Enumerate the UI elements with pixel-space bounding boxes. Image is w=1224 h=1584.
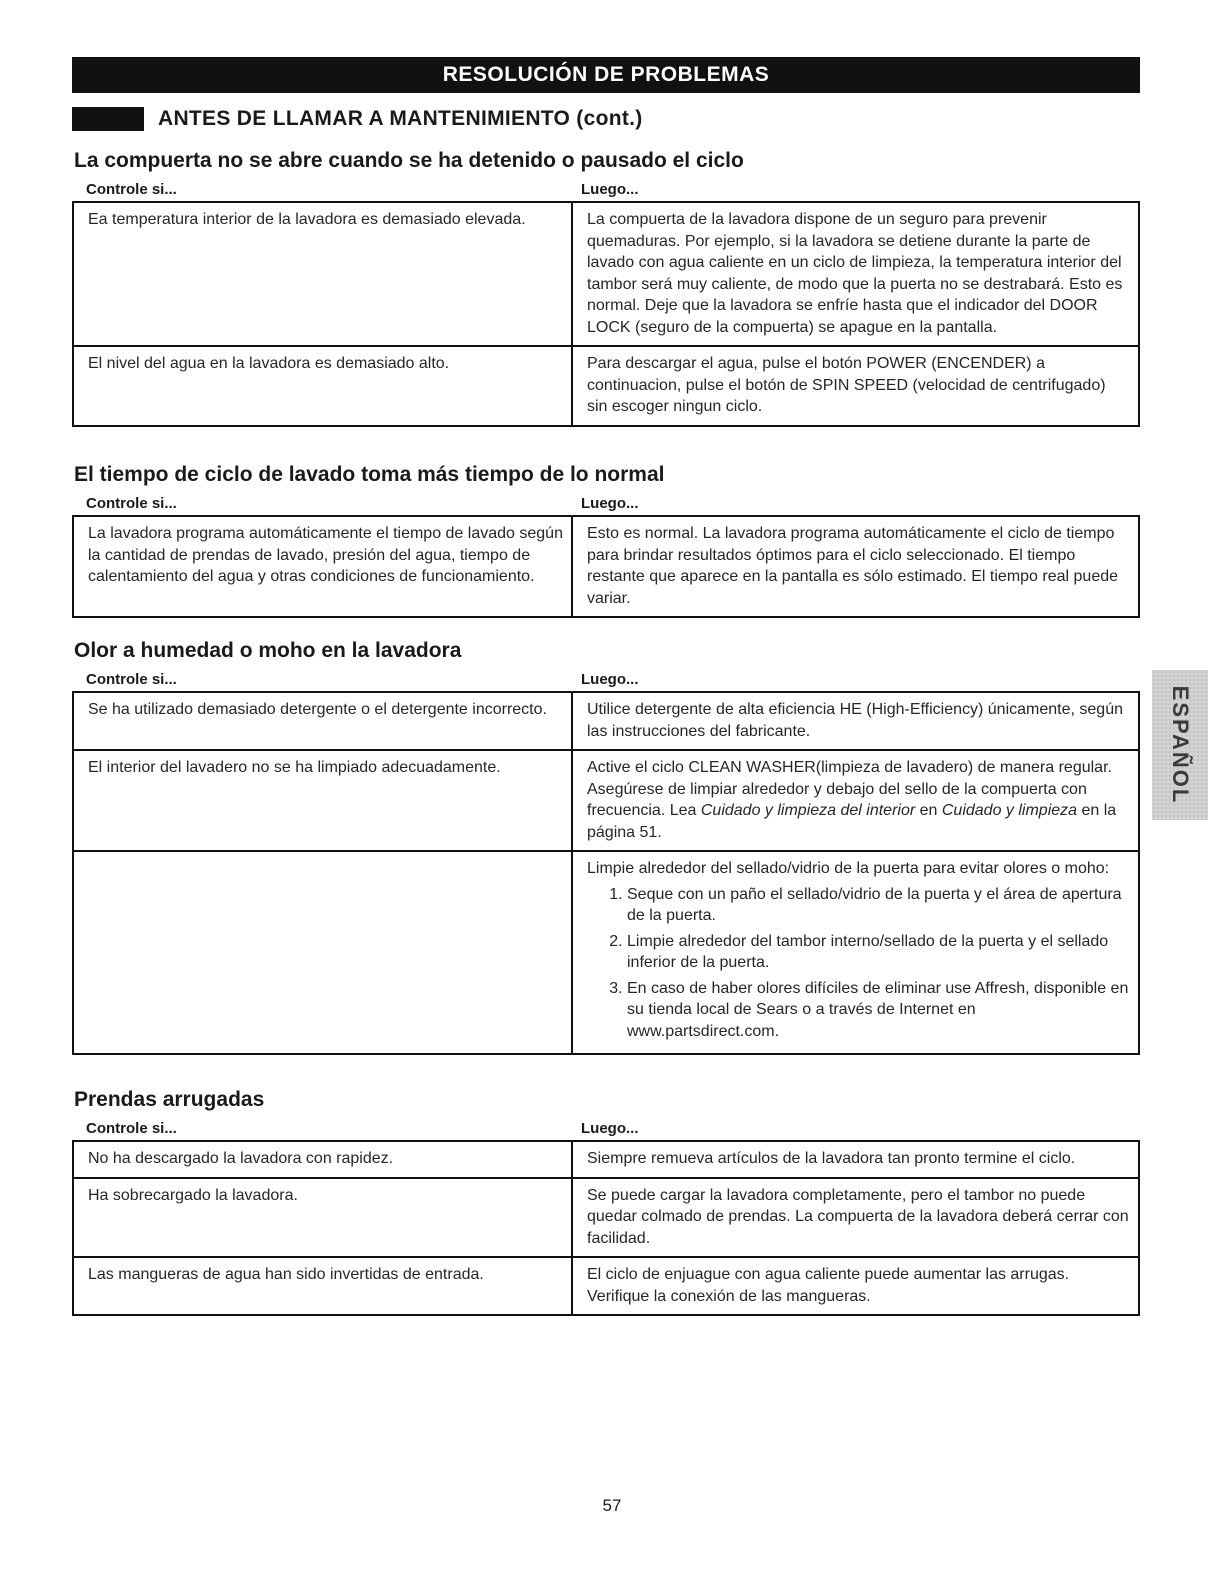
then-text: en la página 51. bbox=[587, 802, 1117, 841]
column-header-check: Controle si... bbox=[86, 494, 177, 512]
section-long-cycle bbox=[72, 463, 1140, 618]
then-intro: Limpie alrededor del sellado/vidrio de la puerta para evitar olores o moho: bbox=[587, 860, 1110, 877]
step-item: 1. Seque con un paño el sellado/vidrio de la puerta y el área de apertura de la puerta. bbox=[627, 884, 1130, 927]
table-row bbox=[73, 692, 1139, 750]
then-text: en bbox=[915, 802, 942, 819]
section-title: La compuerta no se abre cuando se ha detenido o pausado el ciclo bbox=[74, 149, 744, 172]
table-row bbox=[73, 516, 1139, 617]
then-cell: Para descargar el agua, pulse el botón POWER (ENCENDER) a continuacion, pulse el botón de SPIN SPEED (velocidad de centrifugado) sin escoger ningun ciclo. bbox=[572, 346, 1139, 426]
section-title: Prendas arrugadas bbox=[74, 1088, 265, 1111]
subheading bbox=[72, 107, 643, 131]
check-cell: Las mangueras de agua han sido invertidas de entrada. bbox=[73, 1257, 572, 1315]
section-door-not-open bbox=[72, 149, 1140, 427]
column-headers bbox=[72, 667, 1140, 691]
language-tab bbox=[1152, 670, 1208, 820]
column-header-check: Controle si... bbox=[86, 1119, 177, 1137]
section-musty-odor bbox=[72, 639, 1140, 1055]
check-cell: La lavadora programa automáticamente el tiempo de lavado según la cantidad de prendas de lavado, presión del agua, tiempo de calentamiento del agua y otras condiciones de funcionamiento. bbox=[73, 516, 572, 617]
step-item: 2. Limpie alrededor del tambor interno/sellado de la puerta y el sellado inferior de la puerta. bbox=[627, 931, 1130, 974]
then-cell: El ciclo de enjuague con agua caliente puede aumentar las arrugas. Verifique la conexión de las mangueras. bbox=[572, 1257, 1139, 1315]
then-cell bbox=[572, 750, 1139, 851]
table-row bbox=[73, 346, 1139, 426]
then-cell: Siempre remueva artículos de la lavadora tan pronto termine el ciclo. bbox=[572, 1141, 1139, 1178]
column-header-then: Luego... bbox=[581, 670, 639, 688]
check-cell: Ha sobrecargado la lavadora. bbox=[73, 1178, 572, 1258]
column-headers bbox=[72, 177, 1140, 201]
troubleshooting-table bbox=[72, 691, 1140, 1055]
table-row bbox=[73, 750, 1139, 851]
check-cell: Ea temperatura interior de la lavadora es demasiado elevada. bbox=[73, 202, 572, 346]
table-row bbox=[73, 1257, 1139, 1315]
language-tab-label: ESPAÑOL bbox=[1168, 685, 1193, 805]
subheading-text: ANTES DE LLAMAR A MANTENIMIENTO (cont.) bbox=[158, 107, 643, 130]
column-header-then: Luego... bbox=[581, 1119, 639, 1137]
column-header-check: Controle si... bbox=[86, 670, 177, 688]
column-header-then: Luego... bbox=[581, 494, 639, 512]
column-header-check: Controle si... bbox=[86, 180, 177, 198]
check-cell: No ha descargado la lavadora con rapidez. bbox=[73, 1141, 572, 1178]
column-header-then: Luego... bbox=[581, 180, 639, 198]
column-headers bbox=[72, 1116, 1140, 1140]
troubleshooting-table bbox=[72, 515, 1140, 618]
table-row bbox=[73, 1178, 1139, 1258]
table-row bbox=[73, 1141, 1139, 1178]
then-ref-interior: Cuidado y limpieza del interior bbox=[700, 802, 916, 819]
then-cell: Utilice detergente de alta eficiencia HE (High-Efficiency) únicamente, según las instrucciones del fabricante. bbox=[572, 692, 1139, 750]
troubleshooting-table bbox=[72, 201, 1140, 427]
table-row bbox=[73, 851, 1139, 1054]
table-row bbox=[73, 202, 1139, 346]
column-headers bbox=[72, 491, 1140, 515]
check-cell: El nivel del agua en la lavadora es demasiado alto. bbox=[73, 346, 572, 426]
then-ref-care: Cuidado y limpieza bbox=[941, 802, 1078, 819]
troubleshooting-table bbox=[72, 1140, 1140, 1316]
then-cell bbox=[572, 851, 1139, 1054]
then-cell: Se puede cargar la lavadora completamente, pero el tambor no puede quedar colmado de prendas. La compuerta de la lavadora deberá cerrar con facilidad. bbox=[572, 1178, 1139, 1258]
then-cell: Esto es normal. La lavadora programa automáticamente el ciclo de tiempo para brindar resultados óptimos para el ciclo seleccionado. El tiempo restante que aparece en la pantalla es sólo estimado. El tiempo real puede variar. bbox=[572, 516, 1139, 617]
section-title: Olor a humedad o moho en la lavadora bbox=[74, 639, 462, 662]
check-cell: Se ha utilizado demasiado detergente o el detergente incorrecto. bbox=[73, 692, 572, 750]
steps-list bbox=[587, 884, 1130, 1043]
section-title: El tiempo de ciclo de lavado toma más tiempo de lo normal bbox=[74, 463, 665, 486]
section-wrinkled-clothes bbox=[72, 1088, 1140, 1316]
subheading-bar bbox=[72, 107, 144, 131]
page-banner: RESOLUCIÓN DE PROBLEMAS bbox=[72, 57, 1140, 93]
check-cell bbox=[73, 851, 572, 1054]
page-number: 57 bbox=[602, 1496, 622, 1515]
then-text: Active el ciclo CLEAN WASHER(limpieza de lavadero) de manera regular. Asegúrese de limpiar alrededor y debajo del sello de la compuerta con frecuencia. Lea bbox=[587, 759, 1112, 819]
check-cell: El interior del lavadero no se ha limpiado adecuadamente. bbox=[73, 750, 572, 851]
step-item: 3. En caso de haber olores difíciles de eliminar use Affresh, disponible en su tienda local de Sears o a través de Internet en www.partsdirect.com. bbox=[627, 978, 1130, 1043]
then-cell: La compuerta de la lavadora dispone de un seguro para prevenir quemaduras. Por ejemplo, si la lavadora se detiene durante la parte de lavado con agua caliente en un ciclo de limpieza, la temperatura interior del tambor será muy caliente, de modo que la puerta no se destrabará. Esto es normal. Deje que la lavadora se enfríe hasta que el indicador del DOOR LOCK (seguro de la compuerta) se apague en la pantalla. bbox=[572, 202, 1139, 346]
